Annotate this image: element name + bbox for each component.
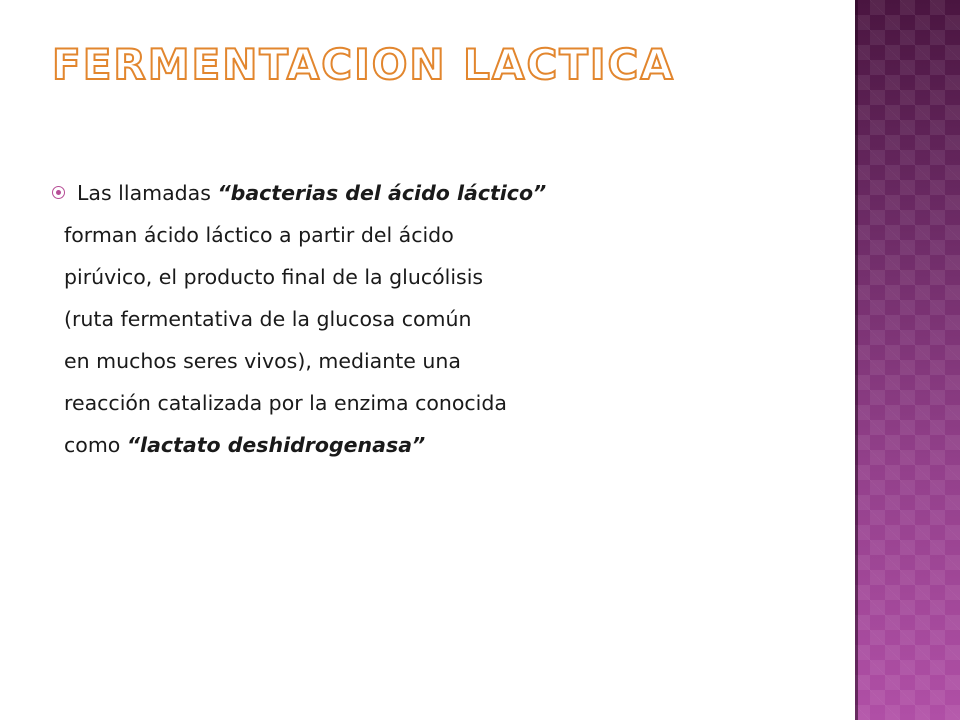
body-line-1-prefix: Las llamadas [77, 181, 218, 205]
body-line-3: pirúvico, el producto final de la glucólisis [64, 265, 484, 289]
body-line-4: (ruta fermentativa de la glucosa común [64, 307, 472, 331]
slide-body [64, 172, 804, 466]
slide-title: FERMENTACION LACTICA [52, 40, 675, 89]
body-line-7-emphasis: “lactato deshidrogenasa” [126, 433, 426, 457]
decorative-side-band [855, 0, 960, 720]
body-line-7-prefix: como [64, 433, 127, 457]
body-line-2: forman ácido láctico a partir del ácido [64, 223, 454, 247]
body-line-1-emphasis: “bacterias del ácido láctico” [217, 181, 547, 205]
body-line-6: reacción catalizada por la enzima conocida [64, 391, 507, 415]
body-line-5: en muchos seres vivos), mediante una [64, 349, 461, 373]
body-line-7 [64, 424, 804, 466]
body-line-1 [64, 172, 804, 214]
circle-bullet-icon [52, 186, 65, 199]
